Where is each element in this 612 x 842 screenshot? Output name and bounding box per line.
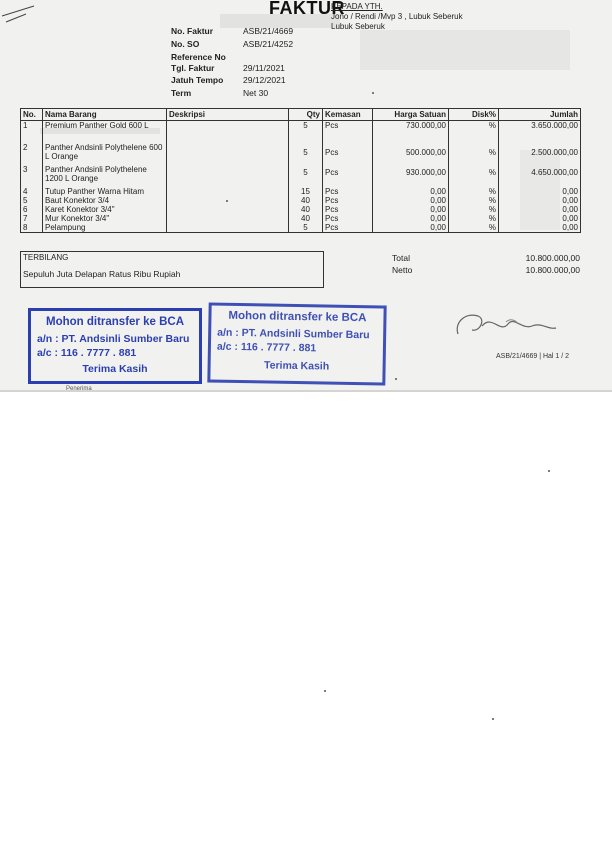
table-row [21, 187, 581, 196]
ghost-show-through [360, 30, 570, 70]
cell-unit-price: 0,00 [373, 214, 449, 223]
cell-unit-price: 0,00 [373, 205, 449, 214]
cell-qty: 5 [289, 223, 323, 233]
cell-unit-price: 0,00 [373, 223, 449, 233]
column-header: No. [21, 109, 43, 121]
amount-in-words-label: TERBILANG [23, 253, 69, 262]
cell-unit: Pcs [323, 223, 373, 233]
scan-speck [395, 378, 397, 380]
cell-qty: 15 [289, 187, 323, 196]
so-number-label: No. SO [171, 39, 200, 49]
cell-discount: % [449, 165, 499, 187]
table-row [21, 214, 581, 223]
cell-unit: Pcs [323, 143, 373, 165]
cell-amount: 0,00 [499, 214, 581, 223]
cell-qty: 40 [289, 214, 323, 223]
stamp-title: Mohon ditransfer ke BCA [228, 309, 367, 325]
corner-pen-mark [0, 0, 40, 30]
cell-description [167, 223, 289, 233]
cell-qty: 5 [289, 143, 323, 165]
table-row [21, 196, 581, 205]
column-header: Harga Satuan [373, 109, 449, 121]
cell-amount: 0,00 [499, 196, 581, 205]
column-header: Disk% [449, 109, 499, 121]
invoice-date-label: Tgl. Faktur [171, 63, 215, 73]
document-title: FAKTUR [269, 0, 345, 18]
cell-no: 2 [21, 143, 43, 165]
cell-unit-price: 500.000,00 [373, 143, 449, 165]
table-row [21, 223, 581, 233]
cell-description [167, 214, 289, 223]
stamp-thanks: Terima Kasih [82, 363, 148, 375]
invoice-items-table [20, 108, 581, 233]
stamp-account-name: a/n : PT. Andsinli Sumber Baru [37, 333, 190, 345]
cell-discount: % [449, 121, 499, 143]
cell-qty: 40 [289, 196, 323, 205]
stamp-thanks: Terima Kasih [263, 359, 330, 373]
invoice-number-value: ASB/21/4669 [243, 26, 294, 36]
cell-discount: % [449, 205, 499, 214]
receiver-label: Penerima [66, 386, 92, 392]
customer-label: KEPADA YTH. [331, 2, 383, 11]
cell-unit-price: 730.000,00 [373, 121, 449, 143]
column-header: Jumlah [499, 109, 581, 121]
cell-no: 7 [21, 214, 43, 223]
cell-amount: 2.500.000,00 [499, 143, 581, 165]
cell-unit-price: 0,00 [373, 187, 449, 196]
column-header: Qty [289, 109, 323, 121]
due-date-label: Jatuh Tempo [171, 75, 224, 85]
total-label: Total [392, 253, 410, 263]
scan-speck [548, 470, 550, 472]
stamp-account-number: a/c : 116 . 7777 . 881 [216, 340, 317, 355]
cell-item-name: Panther Andsinli Polythelene 600 L Orange [43, 143, 167, 165]
table-row [21, 121, 581, 143]
cell-amount: 4.650.000,00 [499, 165, 581, 187]
cell-unit: Pcs [323, 121, 373, 143]
cell-item-name: Mur Konektor 3/4" [43, 214, 167, 223]
cell-item-name: Panther Andsinli Polythelene 1200 L Orange [43, 165, 167, 187]
customer-address-line: Lubuk Seberuk [331, 22, 385, 31]
so-number-value: ASB/21/4252 [243, 39, 294, 49]
scan-speck [372, 92, 374, 94]
cell-unit: Pcs [323, 187, 373, 196]
cell-unit-price: 930.000,00 [373, 165, 449, 187]
cell-unit: Pcs [323, 196, 373, 205]
column-header: Deskripsi [167, 109, 289, 121]
scan-speck [492, 718, 494, 720]
reference-label: Reference No [171, 52, 226, 62]
scan-speck [324, 690, 326, 692]
cell-amount: 0,00 [499, 205, 581, 214]
page-reference: ASB/21/4669 | Hal 1 / 2 [496, 353, 570, 360]
table-row [21, 143, 581, 165]
stamp-account-name: a/n : PT. Andsinli Sumber Baru [217, 326, 370, 342]
cell-discount: % [449, 187, 499, 196]
term-value: Net 30 [243, 88, 269, 98]
table-row [21, 205, 581, 214]
cell-description [167, 205, 289, 214]
total-value: 10.800.000,00 [525, 253, 580, 263]
column-header: Kemasan [323, 109, 373, 121]
cell-no: 3 [21, 165, 43, 187]
cell-description [167, 165, 289, 187]
handwritten-signature [452, 304, 562, 344]
cell-unit: Pcs [323, 165, 373, 187]
table-row [21, 165, 581, 187]
cell-discount: % [449, 214, 499, 223]
cell-amount: 3.650.000,00 [499, 121, 581, 143]
cell-no: 4 [21, 187, 43, 196]
bank-transfer-stamp [28, 308, 202, 384]
amount-in-words-value: Sepuluh Juta Delapan Ratus Ribu Rupiah [23, 269, 181, 279]
cell-amount: 0,00 [499, 187, 581, 196]
table-header-row [21, 109, 581, 121]
cell-unit: Pcs [323, 214, 373, 223]
invoice-date-value: 29/11/2021 [243, 63, 285, 73]
cell-discount: % [449, 196, 499, 205]
cell-description [167, 187, 289, 196]
cell-item-name: Pelampung [43, 223, 167, 233]
bank-transfer-stamp [207, 302, 386, 385]
stamp-account-number: a/c : 116 . 7777 . 881 [37, 347, 137, 359]
netto-label: Netto [392, 265, 413, 275]
amount-in-words-box [20, 251, 324, 288]
cell-no: 5 [21, 196, 43, 205]
term-label: Term [171, 88, 192, 98]
stamp-title: Mohon ditransfer ke BCA [45, 316, 184, 328]
cell-qty: 40 [289, 205, 323, 214]
due-date-value: 29/12/2021 [243, 75, 286, 85]
netto-value: 10.800.000,00 [525, 265, 580, 275]
cell-no: 1 [21, 121, 43, 143]
invoice-number-label: No. Faktur [171, 26, 214, 36]
cell-description [167, 121, 289, 143]
cell-amount: 0,00 [499, 223, 581, 233]
customer-address-line: Jono / Rendi /Mvp 3 , Lubuk Seberuk [331, 12, 463, 21]
cell-item-name: Tutup Panther Warna Hitam [43, 187, 167, 196]
cell-item-name: Karet Konektor 3/4" [43, 205, 167, 214]
cell-unit-price: 0,00 [373, 196, 449, 205]
cell-discount: % [449, 143, 499, 165]
cell-description [167, 143, 289, 165]
cell-no: 8 [21, 223, 43, 233]
cell-item-name: Premium Panther Gold 600 L [43, 121, 167, 143]
cell-no: 6 [21, 205, 43, 214]
cell-qty: 5 [289, 165, 323, 187]
cell-discount: % [449, 223, 499, 233]
cell-item-name: Baut Konektor 3/4 [43, 196, 167, 205]
column-header: Nama Barang [43, 109, 167, 121]
scan-speck [226, 200, 228, 202]
cell-qty: 5 [289, 121, 323, 143]
cell-unit: Pcs [323, 205, 373, 214]
